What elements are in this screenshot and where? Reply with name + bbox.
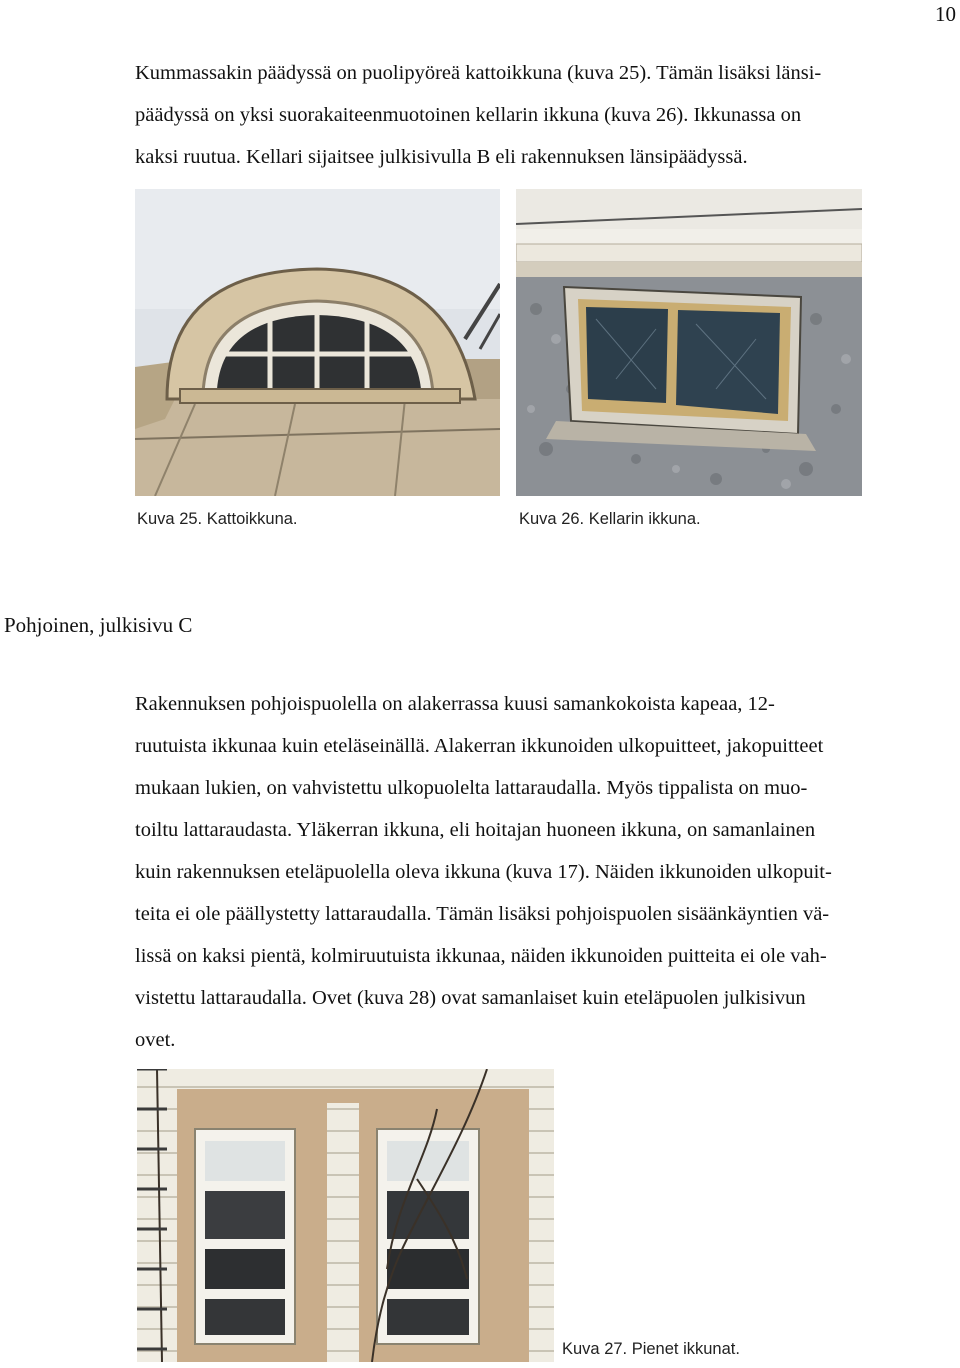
- paragraph-line: lissä on kaksi pientä, kolmiruutuista ikkunaa, näiden ikkunoiden puitteita ei ole vah-: [135, 945, 827, 967]
- north-facade-paragraph: [135, 683, 955, 1061]
- paragraph-line: ovet.: [135, 1029, 176, 1051]
- intro-line: kaksi ruutua. Kellari sijaitsee julkisivulla B eli rakennuksen länsipäädyssä.: [135, 146, 748, 168]
- paragraph-line: toiltu lattaraudasta. Yläkerran ikkuna, eli hoitajan huoneen ikkuna, on samanlainen: [135, 819, 816, 841]
- figure-25-caption: Kuva 25. Kattoikkuna.: [137, 510, 298, 528]
- paragraph-line: vistettu lattaraudalla. Ovet (kuva 28) ovat samanlaiset kuin eteläpuolen julkisivun: [135, 987, 806, 1009]
- basement-window-photo: [516, 189, 862, 496]
- figure-27-caption: Kuva 27. Pienet ikkunat.: [562, 1340, 740, 1358]
- paragraph-line: Rakennuksen pohjoispuolella on alakerrassa kuusi samankokoista kapeaa, 12-: [135, 693, 775, 715]
- intro-line: Kummassakin päädyssä on puolipyöreä kattoikkuna (kuva 25). Tämän lisäksi länsi-: [135, 62, 822, 84]
- figure-26-caption: Kuva 26. Kellarin ikkuna.: [519, 510, 701, 528]
- roof-window-photo: [135, 189, 500, 496]
- page-number: 10: [935, 2, 956, 26]
- intro-line: päädyssä on yksi suorakaiteenmuotoinen kellarin ikkuna (kuva 26). Ikkunassa on: [135, 104, 802, 126]
- small-windows-photo: [137, 1069, 554, 1362]
- paragraph-line: ruutuista ikkunaa kuin eteläseinällä. Alakerran ikkunoiden ulkopuitteet, jakopuitteet: [135, 735, 824, 757]
- section-heading: Pohjoinen, julkisivu C: [4, 613, 193, 637]
- paragraph-line: teita ei ole päällystetty lattaraudalla. Tämän lisäksi pohjoispuolen sisäänkäyntien vä-: [135, 903, 830, 925]
- paragraph-line: mukaan lukien, on vahvistettu ulkopuolelta lattaraudalla. Myös tippalista on muo-: [135, 777, 808, 799]
- intro-paragraph: [135, 52, 935, 178]
- paragraph-line: kuin rakennuksen eteläpuolella oleva ikkuna (kuva 17). Näiden ikkunoiden ulkopuit-: [135, 861, 832, 883]
